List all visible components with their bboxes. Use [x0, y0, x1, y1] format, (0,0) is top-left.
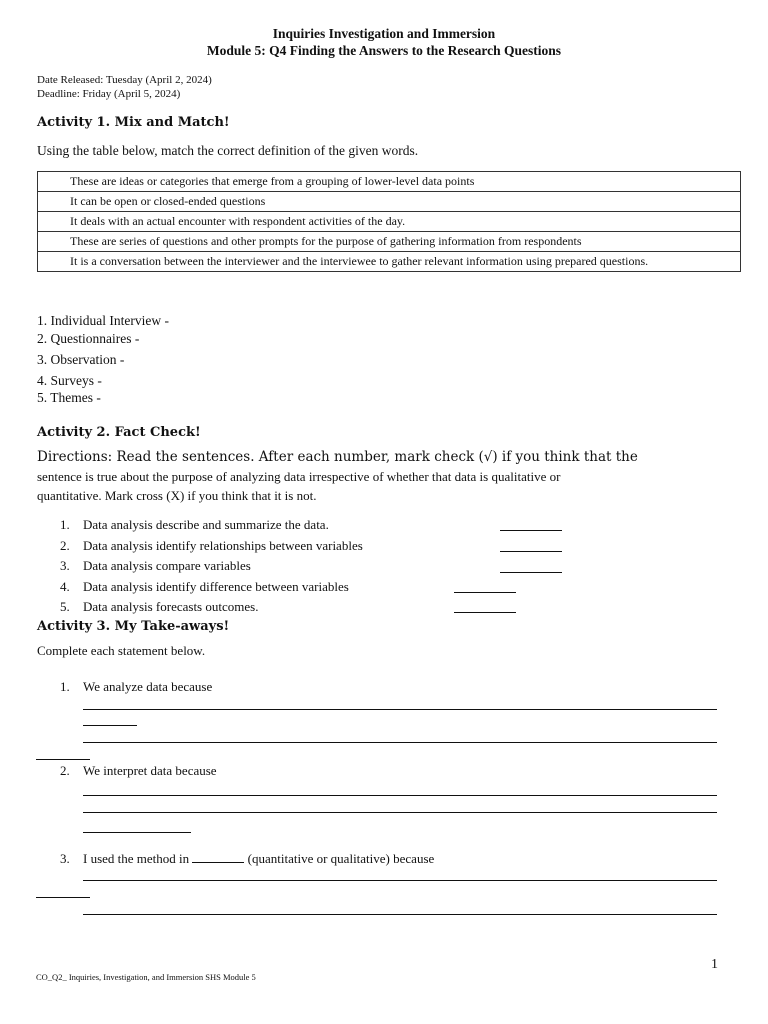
writing-line[interactable]: [83, 725, 137, 726]
fact-statement: Data analysis compare variables: [83, 558, 251, 573]
writing-line[interactable]: [36, 759, 90, 760]
definition-cell: These are series of questions and other prompts for the purpose of gathering information from respondents: [38, 232, 741, 252]
definition-cell: It deals with an actual encounter with respondent activities of the day.: [38, 212, 741, 232]
takeaway-text-after: (quantitative or qualitative) because: [247, 851, 435, 866]
takeaway-num: 1.: [60, 679, 70, 694]
document-title: Inquiries Investigation and Immersion: [272, 26, 496, 41]
activity3-instruction: Complete each statement below.: [37, 643, 206, 658]
activity2-directions-cont: quantitative. Mark cross (X) if you think that it is not.: [37, 488, 317, 503]
takeaway-num: 3.: [60, 851, 70, 866]
activity1-heading: Activity 1. Mix and Match!: [37, 115, 230, 130]
writing-line[interactable]: [36, 897, 90, 898]
deadline: Deadline: Friday (April 5, 2024): [37, 88, 181, 100]
takeaway-text-before: I used the method in: [83, 851, 190, 866]
method-blank[interactable]: [192, 851, 244, 863]
definition-cell: It can be open or closed-ended questions: [38, 192, 741, 212]
definition-cell: These are ideas or categories that emerge from a grouping of lower-level data points: [38, 172, 741, 192]
date-released: Date Released: Tuesday (April 2, 2024): [37, 74, 212, 86]
answer-blank[interactable]: [454, 592, 516, 593]
fact-num: 4.: [60, 579, 70, 594]
page-number: 1: [711, 957, 718, 972]
match-item: 1. Individual Interview -: [37, 313, 169, 328]
fact-statement: Data analysis describe and summarize the data.: [83, 517, 329, 532]
match-item: 2. Questionnaires -: [37, 331, 140, 346]
takeaway-statement: [83, 851, 434, 867]
activity1-instruction: Using the table below, match the correct definition of the given words.: [37, 143, 419, 158]
fact-statement: Data analysis identify difference between variables: [83, 579, 349, 594]
table-row: [38, 232, 741, 252]
document-subtitle: Module 5: Q4 Finding the Answers to the Research Questions: [206, 43, 562, 58]
answer-blank[interactable]: [500, 530, 562, 531]
table-row: [38, 192, 741, 212]
match-item: 5. Themes -: [37, 390, 101, 405]
definition-cell: It is a conversation between the interviewer and the interviewee to gather relevant information using prepared questions.: [38, 252, 741, 272]
table-row: [38, 212, 741, 232]
activity3-heading: Activity 3. My Take-aways!: [37, 619, 230, 634]
match-item: 4. Surveys -: [37, 373, 102, 388]
fact-num: 5.: [60, 599, 70, 614]
footer-text: CO_Q2_ Inquiries, Investigation, and Immersion SHS Module 5: [36, 972, 256, 982]
table-row: [38, 252, 741, 272]
takeaway-num: 2.: [60, 763, 70, 778]
fact-num: 2.: [60, 538, 70, 553]
fact-num: 1.: [60, 517, 70, 532]
writing-line[interactable]: [83, 914, 717, 915]
writing-line[interactable]: [83, 709, 717, 710]
answer-blank[interactable]: [500, 572, 562, 573]
activity2-heading: Activity 2. Fact Check!: [37, 425, 201, 440]
writing-line[interactable]: [83, 832, 191, 833]
definitions-table: [37, 171, 741, 272]
writing-line[interactable]: [83, 880, 717, 881]
answer-blank[interactable]: [454, 612, 516, 613]
table-row: [38, 172, 741, 192]
fact-statement: Data analysis forecasts outcomes.: [83, 599, 259, 614]
takeaway-statement: We analyze data because: [83, 679, 213, 694]
writing-line[interactable]: [83, 795, 717, 796]
fact-num: 3.: [60, 558, 70, 573]
writing-line[interactable]: [83, 742, 717, 743]
answer-blank[interactable]: [500, 551, 562, 552]
takeaway-statement: We interpret data because: [83, 763, 217, 778]
activity2-directions: Directions: Read the sentences. After each number, mark check (√) if you think that the: [37, 449, 638, 465]
writing-line[interactable]: [83, 812, 717, 813]
match-item: 3. Observation -: [37, 352, 125, 367]
fact-statement: Data analysis identify relationships between variables: [83, 538, 363, 553]
activity2-directions-cont: sentence is true about the purpose of analyzing data irrespective of whether that data is qualitative or: [37, 469, 561, 484]
